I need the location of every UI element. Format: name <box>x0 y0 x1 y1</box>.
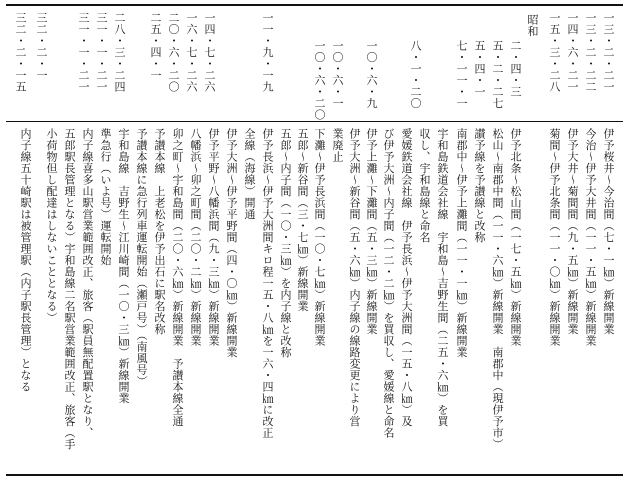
date-entry: 一一・九・一九 <box>261 12 274 93</box>
era-label: 昭和 <box>526 14 539 37</box>
event-line: 宇和島線 吉野生〜江川崎間（一〇・三㎞）新線開業 <box>117 128 130 404</box>
date-entry: 三一・一・二一 <box>95 12 108 93</box>
event-line: 伊予北条〜松山間（一七・五㎞）新線開業 <box>509 128 522 347</box>
event-line: 収し、宇和島線と命名 <box>418 128 431 243</box>
date-entry: 三二・二・一 <box>35 12 48 81</box>
event-line: 菊間〜伊予北条間（一一・〇㎞）新線開業 <box>548 128 561 347</box>
top-rule <box>6 4 623 6</box>
event-line: 小荷物但し配達はしないこととなる） <box>45 128 58 324</box>
event-line: 業廃止 <box>331 128 344 163</box>
date-entry: 一〇・六・二〇 <box>313 40 326 121</box>
event-line: 讃予線を予讃線と改称 <box>473 128 486 243</box>
date-entry: 一三・二・二一 <box>602 12 615 93</box>
event-line: 伊予桜井〜今治間（七・一㎞）新線開業 <box>602 128 615 335</box>
event-line: 卯之町〜宇和島間（二〇・六㎞）新線開業 予讃本線全通 <box>171 128 184 427</box>
date-entry: 一五・三・二八 <box>548 12 561 93</box>
event-line: 準急行（いよ号）運転開始 <box>99 128 112 266</box>
event-line: 内子線喜多山駅営業範囲改正、旅客（駅員無配置駅となり、 <box>81 128 94 439</box>
event-line: 伊予大洲〜新谷間（五・六㎞）内子線の線路変更により営 <box>348 128 361 427</box>
date-entry: 二〇・六・二〇 <box>167 12 180 93</box>
date-entry: 一四・七・二六 <box>203 12 216 93</box>
event-line: 伊予大洲〜伊予平野間（四・〇㎞）新線開業 <box>225 128 238 358</box>
event-line: 今治〜伊予大井間（一一・五㎞）新線開業 <box>584 128 597 347</box>
event-line: 愛媛鉄道会社線 伊予長浜〜伊予大洲間（一五・八㎞）及 <box>400 128 413 427</box>
event-line: 伊予長浜〜伊予大洲間キロ程一五・八㎞を一六・四㎞に改正 <box>261 128 274 439</box>
event-line: 松山〜南郡中間（一一・六㎞）新線開業 南郡中（現伊予市） <box>491 128 504 450</box>
date-entry: 一四・六・二一 <box>566 12 579 93</box>
event-line: 全線（海線）開通 <box>243 128 256 220</box>
date-entry: 五・二・二七 <box>491 40 504 109</box>
date-entry: 五・四・一 <box>473 40 486 98</box>
date-entry: 八・一・二〇 <box>409 40 422 109</box>
event-line: 下灘〜伊予長浜間（一〇・七㎞）新線開業 <box>313 128 326 347</box>
date-entry: 三一・一・二一 <box>77 12 90 93</box>
event-line: 五郎〜内子間（一〇・三㎞）を内子線と改称 <box>279 128 292 358</box>
event-line: 伊予平野〜八幡浜間（九・三㎞）新線開業 <box>207 128 220 347</box>
date-entry: 一〇・六・一 <box>331 40 344 109</box>
date-entry: 二五・四・一 <box>149 12 162 81</box>
date-entry: 二八・三・二四 <box>113 12 126 93</box>
event-line: 南郡中〜伊予上灘間（一一・一㎞）新線開業 <box>455 128 468 358</box>
event-line: 八幡浜〜卯之町間（二〇・二㎞）新線開業 <box>189 128 202 347</box>
event-line: 予讃本線に急行列車運転開始（瀬戸号）（南風号） <box>135 128 148 387</box>
event-line: 伊予上灘〜下灘間（五・三㎞）新線開業 <box>365 128 378 335</box>
date-entry: 一三・二・二二 <box>584 12 597 93</box>
event-line: 宇和島鉄道会社線 宇和島〜吉野生間（二五・六㎞）を買 <box>436 128 449 427</box>
event-line: 予讃本線 上老松を伊予出石に駅名改称 <box>153 128 166 335</box>
event-line: 伊予大井〜菊間間（九・五㎞）新線開業 <box>566 128 579 335</box>
date-entry: 一六・七・二六 <box>185 12 198 93</box>
event-line: 内子線五十崎駅は被管理駅（内子駅長管理）となる <box>19 128 32 393</box>
date-entry: 二・四・三 <box>509 40 522 98</box>
date-entry: 一〇・六・九 <box>365 40 378 109</box>
bottom-rule <box>6 474 623 476</box>
event-line: 五郎駅長管理となる）宇和島線二名駅営業範囲改正、旅客（手 <box>63 128 76 450</box>
event-line: び伊予大洲〜内子間（一二・二㎞）を買収し、愛媛線と命名 <box>382 128 395 439</box>
date-entry: 三二・二・一五 <box>14 12 27 93</box>
event-line: 五郎〜新谷間（三・七㎞）新線開業 <box>296 128 309 312</box>
date-entry: 七・一一・一 <box>455 40 468 109</box>
